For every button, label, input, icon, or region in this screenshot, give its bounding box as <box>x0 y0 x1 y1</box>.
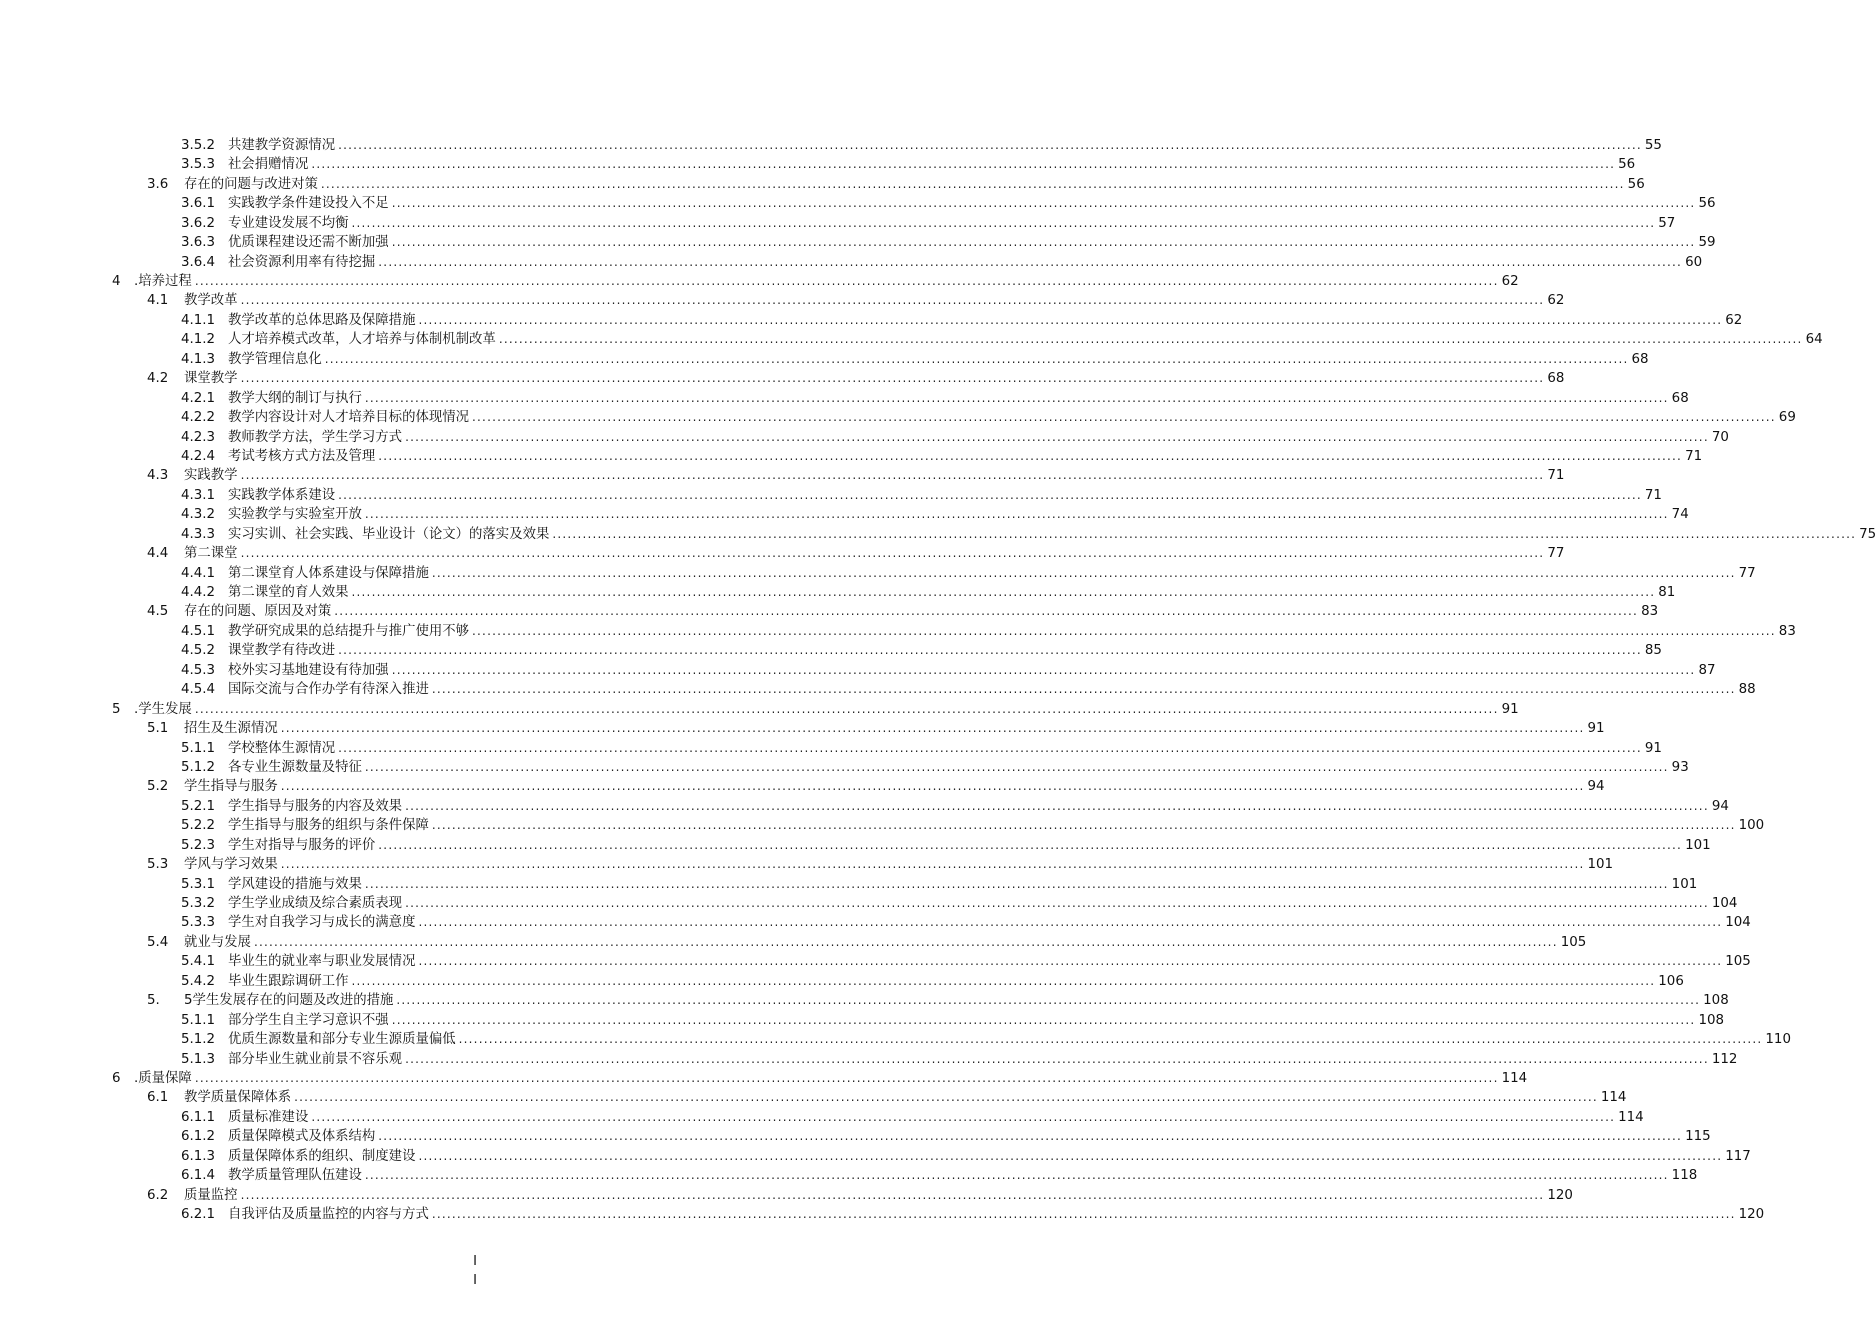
toc-entry-page: 59 <box>1698 235 1716 251</box>
toc-entry[interactable] <box>112 894 1738 913</box>
toc-entry[interactable] <box>112 350 1649 369</box>
toc-entry[interactable] <box>112 719 1605 738</box>
toc-dot-leader: .................................................................................................................................................................................................................................................................... <box>364 876 1669 891</box>
toc-entry-page: 120 <box>1547 1187 1573 1203</box>
toc-entry[interactable] <box>112 1088 1627 1107</box>
toc-entry[interactable] <box>112 739 1662 758</box>
toc-entry-page: 94 <box>1587 779 1605 795</box>
toc-dot-leader: .................................................................................................................................................................................................................................................................... <box>351 585 1656 600</box>
toc-entry-title: 部分学生自主学习意识不强 <box>228 1012 389 1028</box>
toc-entry-number: 3.5.2 <box>181 137 216 153</box>
page-number-footer <box>0 1252 950 1290</box>
toc-dot-leader: .................................................................................................................................................................................................................................................................... <box>418 915 1723 930</box>
toc-dot-leader: .................................................................................................................................................................................................................................................................... <box>472 623 1776 638</box>
toc-entry-page: 104 <box>1711 896 1738 912</box>
toc-entry[interactable] <box>112 155 1636 174</box>
toc-dot-leader: .................................................................................................................................................................................................................................................................... <box>431 1207 1736 1222</box>
toc-dot-leader: .................................................................................................................................................................................................................................................................... <box>378 254 1683 269</box>
toc-entry-title: 招生及生源情况 <box>184 721 278 737</box>
toc-entry[interactable] <box>112 680 1756 699</box>
toc-entry-title: 自我评估及质量监控的内容与方式 <box>228 1207 429 1223</box>
toc-entry-number: 4.5.1 <box>181 623 216 639</box>
toc-entry-page: 62 <box>1547 293 1565 309</box>
toc-entry-page: 110 <box>1765 1032 1791 1048</box>
toc-entry-number: 6.1 <box>147 1090 169 1106</box>
toc-entry-page: 68 <box>1547 371 1565 387</box>
toc-entry-title: 教学管理信息化 <box>228 351 322 367</box>
toc-entry-number: 6.2.1 <box>181 1207 216 1223</box>
toc-entry-title: 专业建设发展不均衡 <box>228 215 349 231</box>
toc-entry[interactable] <box>112 1050 1738 1069</box>
toc-entry-page: 114 <box>1600 1090 1627 1106</box>
toc-entry-number: 3.5.3 <box>181 157 216 173</box>
toc-dot-leader: .................................................................................................................................................................................................................................................................... <box>320 176 1625 191</box>
toc-entry-title: 学生对指导与服务的评价 <box>228 837 376 853</box>
toc-dot-leader: .................................................................................................................................................................................................................................................................... <box>334 604 1639 619</box>
toc-entry-title: 考试考核方式方法及管理 <box>228 448 376 464</box>
toc-entry-page: 62 <box>1725 312 1743 328</box>
toc-entry[interactable] <box>112 836 1711 855</box>
toc-dot-leader: .................................................................................................................................................................................................................................................................... <box>378 1129 1683 1144</box>
toc-entry-title: 教学质量保障体系 <box>184 1090 292 1106</box>
toc-dot-leader: .................................................................................................................................................................................................................................................................... <box>391 662 1696 677</box>
toc-dot-leader: .................................................................................................................................................................................................................................................................... <box>391 1012 1696 1027</box>
toc-entry-page: 71 <box>1685 448 1703 464</box>
toc-entry[interactable] <box>112 777 1605 796</box>
toc-entry-title: 优质生源数量和部分专业生源质量偏低 <box>228 1032 456 1048</box>
toc-entry-number: 5.1.2 <box>181 759 216 775</box>
toc-entry-number: 4.1.2 <box>181 332 216 348</box>
toc-entry[interactable] <box>112 369 1565 388</box>
toc-dot-leader: .................................................................................................................................................................................................................................................................... <box>240 371 1545 386</box>
toc-entry-number: 6.1.2 <box>181 1129 216 1145</box>
toc-dot-leader: .................................................................................................................................................................................................................................................................... <box>391 235 1696 250</box>
toc-entry-page: 83 <box>1641 604 1659 620</box>
toc-entry[interactable] <box>112 758 1689 777</box>
toc-entry[interactable] <box>112 972 1684 991</box>
toc-entry-number: 5. <box>147 993 160 1009</box>
toc-dot-leader: .................................................................................................................................................................................................................................................................... <box>418 954 1723 969</box>
toc-entry-page: 81 <box>1658 585 1676 601</box>
toc-entry[interactable] <box>112 292 1565 311</box>
toc-dot-leader: .................................................................................................................................................................................................................................................................... <box>240 293 1545 308</box>
toc-entry-number: 4.2 <box>147 371 169 387</box>
toc-entry-page: 64 <box>1805 332 1823 348</box>
toc-dot-leader: .................................................................................................................................................................................................................................................................... <box>405 1051 1709 1066</box>
toc-entry-title: 部分毕业生就业前景不容乐观 <box>228 1051 403 1067</box>
toc-entry-title: 毕业生的就业率与职业发展情况 <box>228 954 416 970</box>
toc-entry-title: 就业与发展 <box>184 934 251 950</box>
toc-entry-title: .质量保障 <box>134 1070 192 1086</box>
toc-entry-page: 101 <box>1671 876 1698 892</box>
toc-dot-leader: .................................................................................................................................................................................................................................................................... <box>311 1109 1616 1124</box>
toc-entry-title: 质量标准建设 <box>228 1109 309 1125</box>
toc-entry-page: 91 <box>1644 740 1662 756</box>
toc-entry-title: 教学研究成果的总结提升与推广使用不够 <box>228 623 470 639</box>
toc-dot-leader: .................................................................................................................................................................................................................................................................... <box>294 1090 1598 1105</box>
toc-entry-title: .学生发展 <box>134 701 192 717</box>
toc-entry-number: 5 <box>112 701 121 717</box>
toc-entry[interactable] <box>112 330 1823 349</box>
toc-entry-page: 101 <box>1685 837 1711 853</box>
toc-entry-number: 5.4.2 <box>181 973 216 989</box>
toc-entry-title: 社会资源利用率有待挖掘 <box>228 254 376 270</box>
toc-entry-number: 4.4.2 <box>181 585 216 601</box>
toc-entry-title: 质量保障模式及体系结构 <box>228 1129 376 1145</box>
toc-entry[interactable] <box>112 175 1645 194</box>
toc-entry-number: 5.3.1 <box>181 876 216 892</box>
toc-entry[interactable] <box>112 1186 1573 1205</box>
toc-entry-number: 4.2.3 <box>181 429 216 445</box>
toc-entry[interactable] <box>112 875 1698 894</box>
toc-entry-number: 4.5.4 <box>181 682 216 698</box>
toc-dot-leader: .................................................................................................................................................................................................................................................................... <box>194 274 1499 289</box>
toc-entry-page: 69 <box>1778 410 1796 426</box>
toc-entry-number: 5.1.1 <box>181 740 216 756</box>
toc-entry-number: 6.1.4 <box>181 1168 216 1184</box>
toc-entry[interactable] <box>112 233 1716 252</box>
toc-dot-leader: .................................................................................................................................................................................................................................................................... <box>405 429 1709 444</box>
toc-entry-number: 3.6 <box>147 176 169 192</box>
toc-dot-leader: .................................................................................................................................................................................................................................................................... <box>472 410 1776 425</box>
toc-entry-page: 106 <box>1658 973 1684 989</box>
toc-entry-title: 毕业生跟踪调研工作 <box>228 973 349 989</box>
toc-dot-leader: .................................................................................................................................................................................................................................................................... <box>351 215 1656 230</box>
toc-entry-number: 5.4 <box>147 934 169 950</box>
toc-entry[interactable] <box>112 136 1662 155</box>
toc-dot-leader: .................................................................................................................................................................................................................................................................... <box>351 973 1656 988</box>
toc-entry-page: 71 <box>1644 487 1662 503</box>
toc-entry[interactable] <box>112 641 1662 660</box>
toc-dot-leader: .................................................................................................................................................................................................................................................................... <box>378 448 1683 463</box>
toc-entry[interactable] <box>112 466 1565 485</box>
toc-entry-number: 6.2 <box>147 1187 169 1203</box>
toc-entry-page: 117 <box>1725 1148 1751 1164</box>
toc-entry-page: 71 <box>1547 468 1565 484</box>
toc-entry-number: 4.3.3 <box>181 526 216 542</box>
toc-entry[interactable] <box>112 661 1716 680</box>
toc-entry-title: 学生学业成绩及综合素质表现 <box>228 896 403 912</box>
toc-dot-leader: .................................................................................................................................................................................................................................................................... <box>364 390 1669 405</box>
toc-entry[interactable] <box>112 1011 1725 1030</box>
toc-entry-number: 4.1.1 <box>181 312 216 328</box>
toc-entry-title: 教学改革 <box>184 293 238 309</box>
toc-entry-number: 4.3.1 <box>181 487 216 503</box>
toc-entry-page: 112 <box>1711 1051 1738 1067</box>
toc-entry-title: 第二课堂 <box>184 546 238 562</box>
toc-entry-number: 4 <box>112 274 121 290</box>
toc-entry-number: 4.5.2 <box>181 643 216 659</box>
toc-entry-number: 5.2 <box>147 779 169 795</box>
toc-entry-title: 学生指导与服务 <box>184 779 278 795</box>
toc-entry-page: 88 <box>1738 682 1756 698</box>
toc-dot-leader: .................................................................................................................................................................................................................................................................... <box>458 1032 1763 1047</box>
toc-entry[interactable] <box>112 408 1796 427</box>
toc-dot-leader: .................................................................................................................................................................................................................................................................... <box>418 1148 1723 1163</box>
toc-dot-leader: .................................................................................................................................................................................................................................................................... <box>338 643 1642 658</box>
toc-dot-leader: .................................................................................................................................................................................................................................................................... <box>405 896 1709 911</box>
toc-entry-page: 120 <box>1738 1207 1765 1223</box>
toc-entry-title: 实践教学体系建设 <box>228 487 336 503</box>
toc-entry-number: 3.6.4 <box>181 254 216 270</box>
toc-entry-title: 第二课堂的育人效果 <box>228 585 349 601</box>
toc-entry-title: 国际交流与合作办学有待深入推进 <box>228 682 429 698</box>
toc-entry[interactable] <box>112 486 1662 505</box>
toc-dot-leader: .................................................................................................................................................................................................................................................................... <box>338 487 1642 502</box>
toc-dot-leader: .................................................................................................................................................................................................................................................................... <box>431 565 1736 580</box>
toc-entry-title: 教学大纲的制订与执行 <box>228 390 362 406</box>
toc-entry-page: 55 <box>1644 137 1662 153</box>
toc-entry-number: 4.2.2 <box>181 410 216 426</box>
toc-entry-number: 6 <box>112 1070 121 1086</box>
toc-entry[interactable] <box>112 1030 1791 1049</box>
toc-entry-number: 5.1.1 <box>181 1012 216 1028</box>
toc-dot-leader: .................................................................................................................................................................................................................................................................... <box>253 934 1558 949</box>
toc-dot-leader: .................................................................................................................................................................................................................................................................... <box>240 546 1545 561</box>
toc-entry-number: 4.4.1 <box>181 565 216 581</box>
toc-entry-title: 实践教学 <box>184 468 238 484</box>
toc-entry-number: 3.6.1 <box>181 196 216 212</box>
toc-entry[interactable] <box>112 952 1751 971</box>
toc-entry[interactable] <box>112 933 1587 952</box>
toc-entry-title: 优质课程建设还需不断加强 <box>228 235 389 251</box>
toc-entry[interactable] <box>112 194 1716 213</box>
toc-entry[interactable] <box>112 311 1743 330</box>
toc-dot-leader: .................................................................................................................................................................................................................................................................... <box>552 526 1857 541</box>
toc-entry-title: 社会捐赠情况 <box>228 157 309 173</box>
toc-entry-page: 118 <box>1671 1168 1698 1184</box>
toc-dot-leader: .................................................................................................................................................................................................................................................................... <box>338 137 1642 152</box>
toc-entry-page: 101 <box>1587 857 1614 873</box>
toc-entry-title: 实践教学条件建设投入不足 <box>228 196 389 212</box>
toc-entry-page: 105 <box>1560 934 1587 950</box>
toc-entry-title: 各专业生源数量及特征 <box>228 759 362 775</box>
toc-entry[interactable] <box>112 253 1703 272</box>
toc-entry[interactable] <box>112 447 1703 466</box>
toc-dot-leader: .................................................................................................................................................................................................................................................................... <box>240 468 1545 483</box>
toc-entry[interactable] <box>112 389 1689 408</box>
toc-entry-number: 4.3 <box>147 468 169 484</box>
toc-entry-number: 5.3.3 <box>181 915 216 931</box>
toc-entry-title: .培养过程 <box>134 274 192 290</box>
toc-entry-page: 87 <box>1698 662 1716 678</box>
toc-entry-number: 3.6.2 <box>181 215 216 231</box>
page-number-line-2: I <box>473 1273 477 1288</box>
toc-entry-page: 91 <box>1587 721 1605 737</box>
toc-entry[interactable] <box>112 622 1796 641</box>
toc-entry-number: 4.4 <box>147 546 169 562</box>
toc-entry[interactable] <box>112 991 1729 1010</box>
toc-entry[interactable] <box>112 1108 1644 1127</box>
toc-entry-title: 5学生发展存在的问题及改进的措施 <box>184 993 394 1009</box>
toc-entry-title: 学生指导与服务的组织与条件保障 <box>228 818 429 834</box>
toc-entry-number: 5.1 <box>147 721 169 737</box>
toc-entry[interactable] <box>112 564 1756 583</box>
toc-entry[interactable] <box>112 816 1765 835</box>
toc-entry-title: 质量监控 <box>184 1187 238 1203</box>
toc-dot-leader: .................................................................................................................................................................................................................................................................... <box>498 332 1803 347</box>
toc-entry[interactable] <box>112 1069 1528 1088</box>
toc-entry[interactable] <box>112 700 1519 719</box>
toc-entry-page: 77 <box>1547 546 1565 562</box>
toc-dot-leader: .................................................................................................................................................................................................................................................................... <box>280 857 1585 872</box>
toc-entry-title: 校外实习基地建设有待加强 <box>228 662 389 678</box>
toc-entry-number: 4.5.3 <box>181 662 216 678</box>
toc-entry[interactable] <box>112 797 1729 816</box>
toc-dot-leader: .................................................................................................................................................................................................................................................................... <box>364 759 1669 774</box>
toc-dot-leader: .................................................................................................................................................................................................................................................................... <box>311 157 1616 172</box>
toc-entry-number: 4.2.4 <box>181 448 216 464</box>
toc-entry[interactable] <box>112 914 1751 933</box>
toc-dot-leader: .................................................................................................................................................................................................................................................................... <box>396 993 1701 1008</box>
toc-entry-page: 93 <box>1671 759 1689 775</box>
toc-entry-page: 115 <box>1685 1129 1711 1145</box>
toc-entry-title: 学风与学习效果 <box>184 857 278 873</box>
toc-dot-leader: .................................................................................................................................................................................................................................................................... <box>391 196 1696 211</box>
toc-entry-number: 5.1.2 <box>181 1032 216 1048</box>
toc-entry-title: 第二课堂育人体系建设与保障措施 <box>228 565 429 581</box>
toc-entry-page: 104 <box>1725 915 1751 931</box>
toc-entry-page: 70 <box>1711 429 1729 445</box>
toc-dot-leader: .................................................................................................................................................................................................................................................................... <box>338 740 1642 755</box>
toc-entry-number: 6.1.1 <box>181 1109 216 1125</box>
toc-entry-title: 实习实训、社会实践、毕业设计（论文）的落实及效果 <box>228 526 550 542</box>
toc-dot-leader: .................................................................................................................................................................................................................................................................... <box>378 837 1683 852</box>
table-of-contents <box>112 136 1876 1225</box>
toc-entry[interactable] <box>112 428 1729 447</box>
toc-entry-page: 75 <box>1859 526 1876 542</box>
toc-dot-leader: .................................................................................................................................................................................................................................................................... <box>194 1070 1499 1085</box>
toc-entry-page: 85 <box>1644 643 1662 659</box>
toc-entry-page: 83 <box>1778 623 1796 639</box>
toc-dot-leader: .................................................................................................................................................................................................................................................................... <box>280 779 1585 794</box>
toc-entry-number: 5.2.3 <box>181 837 216 853</box>
toc-dot-leader: .................................................................................................................................................................................................................................................................... <box>194 701 1499 716</box>
toc-entry-page: 114 <box>1501 1070 1528 1086</box>
page-number-line-1: I <box>473 1254 477 1269</box>
toc-dot-leader: .................................................................................................................................................................................................................................................................... <box>431 818 1736 833</box>
toc-entry-title: 存在的问题、原因及对策 <box>184 604 332 620</box>
toc-entry-number: 5.4.1 <box>181 954 216 970</box>
toc-dot-leader: .................................................................................................................................................................................................................................................................... <box>364 507 1669 522</box>
toc-entry[interactable] <box>112 855 1614 874</box>
toc-entry-page: 108 <box>1698 1012 1725 1028</box>
toc-entry-page: 91 <box>1501 701 1519 717</box>
toc-entry-number: 5.2.1 <box>181 798 216 814</box>
toc-entry-number: 4.3.2 <box>181 507 216 523</box>
toc-entry-title: 实验教学与实验室开放 <box>228 507 362 523</box>
toc-entry-page: 105 <box>1725 954 1751 970</box>
toc-entry-title: 教学内容设计对人才培养目标的体现情况 <box>228 410 470 426</box>
toc-entry[interactable] <box>112 1166 1698 1185</box>
toc-entry-number: 4.1.3 <box>181 351 216 367</box>
toc-entry-page: 60 <box>1685 254 1703 270</box>
toc-entry[interactable] <box>112 1127 1711 1146</box>
toc-entry-title: 课堂教学有待改进 <box>228 643 336 659</box>
toc-entry-title: 教学改革的总体思路及保障措施 <box>228 312 416 328</box>
toc-entry-page: 94 <box>1711 798 1729 814</box>
toc-entry-number: 5.3.2 <box>181 896 216 912</box>
toc-entry-page: 56 <box>1698 196 1716 212</box>
toc-entry-page: 68 <box>1671 390 1689 406</box>
toc-entry[interactable] <box>112 603 1659 622</box>
toc-entry-title: 学生指导与服务的内容及效果 <box>228 798 403 814</box>
toc-entry-number: 4.2.1 <box>181 390 216 406</box>
toc-entry-number: 5.1.3 <box>181 1051 216 1067</box>
toc-entry[interactable] <box>112 272 1519 291</box>
toc-entry-number: 5.3 <box>147 857 169 873</box>
toc-entry-page: 56 <box>1618 157 1636 173</box>
toc-entry-number: 4.1 <box>147 293 169 309</box>
toc-entry-title: 学校整体生源情况 <box>228 740 336 756</box>
toc-dot-leader: .................................................................................................................................................................................................................................................................... <box>405 798 1709 813</box>
toc-entry-title: 学生对自我学习与成长的满意度 <box>228 915 416 931</box>
toc-entry[interactable] <box>112 1205 1765 1224</box>
toc-dot-leader: .................................................................................................................................................................................................................................................................... <box>324 351 1629 366</box>
toc-entry-title: 教学质量管理队伍建设 <box>228 1168 362 1184</box>
toc-entry-page: 108 <box>1703 993 1729 1009</box>
toc-entry[interactable] <box>112 505 1689 524</box>
toc-entry[interactable] <box>112 1147 1751 1166</box>
toc-entry-number: 3.6.3 <box>181 235 216 251</box>
toc-entry-title: 课堂教学 <box>184 371 238 387</box>
toc-entry[interactable] <box>112 544 1565 563</box>
toc-entry-page: 56 <box>1627 176 1645 192</box>
toc-entry-title: 人才培养模式改革，人才培养与体制机制改革 <box>228 332 496 348</box>
toc-dot-leader: .................................................................................................................................................................................................................................................................... <box>364 1168 1669 1183</box>
toc-entry-title: 存在的问题与改进对策 <box>184 176 318 192</box>
toc-entry[interactable] <box>112 583 1676 602</box>
toc-entry-page: 114 <box>1618 1109 1644 1125</box>
toc-entry-title: 学风建设的措施与效果 <box>228 876 362 892</box>
toc-dot-leader: .................................................................................................................................................................................................................................................................... <box>240 1187 1545 1202</box>
toc-entry-number: 4.5 <box>147 604 169 620</box>
toc-entry-page: 77 <box>1738 565 1756 581</box>
toc-entry-number: 5.2.2 <box>181 818 216 834</box>
toc-dot-leader: .................................................................................................................................................................................................................................................................... <box>280 721 1585 736</box>
toc-entry-title: 质量保障体系的组织、制度建设 <box>228 1148 416 1164</box>
toc-entry-page: 62 <box>1501 274 1519 290</box>
toc-entry[interactable] <box>112 525 1876 544</box>
toc-entry-title: 共建教学资源情况 <box>228 137 336 153</box>
toc-entry-title: 教师教学方法，学生学习方式 <box>228 429 403 445</box>
toc-dot-leader: .................................................................................................................................................................................................................................................................... <box>418 312 1723 327</box>
toc-entry-page: 74 <box>1671 507 1689 523</box>
toc-entry[interactable] <box>112 214 1676 233</box>
toc-entry-page: 100 <box>1738 818 1765 834</box>
toc-dot-leader: .................................................................................................................................................................................................................................................................... <box>431 682 1736 697</box>
toc-entry-number: 6.1.3 <box>181 1148 216 1164</box>
toc-entry-page: 57 <box>1658 215 1676 231</box>
toc-entry-page: 68 <box>1631 351 1649 367</box>
